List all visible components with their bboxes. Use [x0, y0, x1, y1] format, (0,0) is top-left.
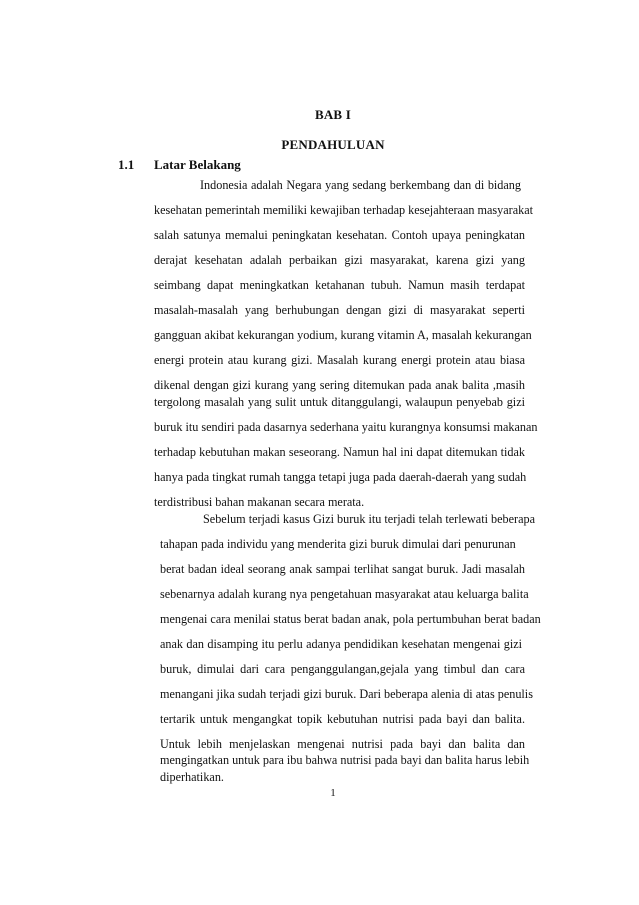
section-number: 1.1: [118, 157, 135, 172]
text-line: sebenarnya adalah kurang nya pengetahuan masyarakat atau keluarga balita: [160, 587, 529, 601]
text-line: menangani jika sudah terjadi gizi buruk. Dari beberapa alenia di atas penulis: [160, 687, 533, 701]
text-line: kesehatan pemerintah memiliki kewajiban terhadap kesejahteraan masyarakat: [154, 203, 533, 217]
text-line: terhadap kebutuhan makan seseorang. Namun hal ini dapat ditemukan tidak: [154, 445, 525, 459]
text-line: anak dan disamping itu perlu adanya pendidikan kesehatan mengenai gizi: [160, 637, 522, 651]
text-line: hanya pada tingkat rumah tangga tetapi juga pada daerah-daerah yang sudah: [154, 470, 527, 484]
chapter-heading: BAB I: [314, 107, 352, 122]
text-line: mengingatkan untuk para ibu bahwa nutrisi pada bayi dan balita harus lebih: [160, 753, 530, 767]
chapter-title: PENDAHULUAN: [281, 137, 385, 152]
text-line: Sebelum terjadi kasus Gizi buruk itu terjadi telah terlewati beberapa: [203, 512, 535, 526]
page-number: 1: [330, 787, 336, 799]
text-line: masalah-masalah yang berhubungan dengan gizi di masyarakat seperti: [154, 303, 525, 317]
text-line: buruk, dimulai dari cara penganggulangan,gejala yang timbul dan cara: [160, 662, 525, 676]
section-title: Latar Belakang: [154, 157, 241, 172]
text-line: tergolong masalah yang sulit untuk ditanggulangi, walaupun penyebab gizi: [154, 395, 525, 409]
text-line: dikenal dengan gizi kurang yang sering ditemukan pada anak balita ,masih: [154, 378, 525, 392]
text-line: mengenai cara menilai status berat badan anak, pola pertumbuhan berat badan: [160, 612, 541, 626]
text-line: Indonesia adalah Negara yang sedang berkembang dan di bidang: [200, 178, 521, 192]
text-line: buruk itu sendiri pada dasarnya sederhana yaitu kurangnya konsumsi makanan: [154, 420, 538, 434]
text-line: tertarik untuk mengangkat topik kebutuhan nutrisi pada bayi dan balita.: [160, 712, 525, 726]
text-line: gangguan akibat kekurangan yodium, kurang vitamin A, masalah kekurangan: [154, 328, 532, 342]
text-line: salah satunya memalui peningkatan kesehatan. Contoh upaya peningkatan: [154, 228, 525, 242]
text-line: derajat kesehatan adalah perbaikan gizi masyarakat, karena gizi yang: [154, 253, 525, 267]
text-line: berat badan ideal seorang anak sampai terlihat sangat buruk. Jadi masalah: [160, 562, 525, 576]
text-line: diperhatikan.: [160, 770, 224, 784]
text-line: seimbang dapat meningkatkan ketahanan tubuh. Namun masih terdapat: [154, 278, 525, 292]
text-line: tahapan pada individu yang menderita gizi buruk dimulai dari penurunan: [160, 537, 516, 551]
text-line: energi protein atau kurang gizi. Masalah kurang energi protein atau biasa: [154, 353, 525, 367]
text-line: terdistribusi bahan makanan secara merata.: [154, 495, 365, 509]
text-line: Untuk lebih menjelaskan mengenai nutrisi pada bayi dan balita dan: [160, 737, 525, 751]
